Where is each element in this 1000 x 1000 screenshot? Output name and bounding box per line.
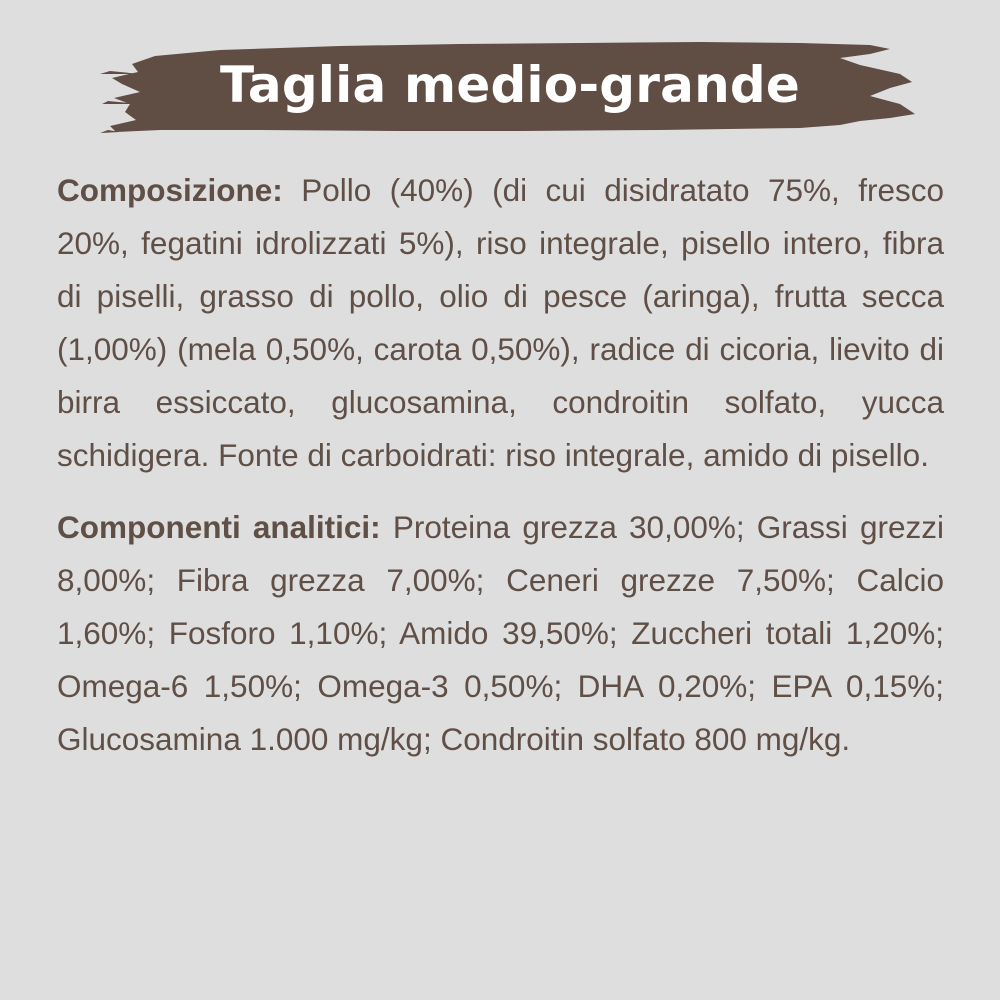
analytical-label: Componenti analitici: xyxy=(57,509,381,545)
composition-text: Pollo (40%) (di cui disidratato 75%, fresco 20%, fegatini idrolizzati 5%), riso integrale, pisello intero, fibra di piselli, grasso di pollo, olio di pesce (aringa), frutta secca (1,00%) (mela 0,50%, carota 0,50%), radice di cicoria, lievito di birra essiccato, glucosamina, condroitin solfato, yucca schidigera. Fonte di carboidrati: riso integrale, amido di pisello. xyxy=(57,172,944,473)
analytical-text: Proteina grezza 30,00%; Grassi grezzi 8,00%; Fibra grezza 7,00%; Ceneri grezze 7,50%; Calcio 1,60%; Fosforo 1,10%; Amido 39,50%; Zuccheri totali 1,20%; Omega-6 1,50%; Omega-3 0,50%; DHA 0,20%; EPA 0,15%; Glucosamina 1.000 mg/kg; Condroitin solfato 800 mg/kg. xyxy=(57,509,944,757)
label-content xyxy=(57,164,944,766)
composition-label: Composizione: xyxy=(57,172,283,208)
analytical-paragraph xyxy=(57,501,944,766)
composition-paragraph xyxy=(57,164,944,482)
title-banner xyxy=(100,30,920,145)
banner-title: Taglia medio-grande xyxy=(220,55,800,114)
